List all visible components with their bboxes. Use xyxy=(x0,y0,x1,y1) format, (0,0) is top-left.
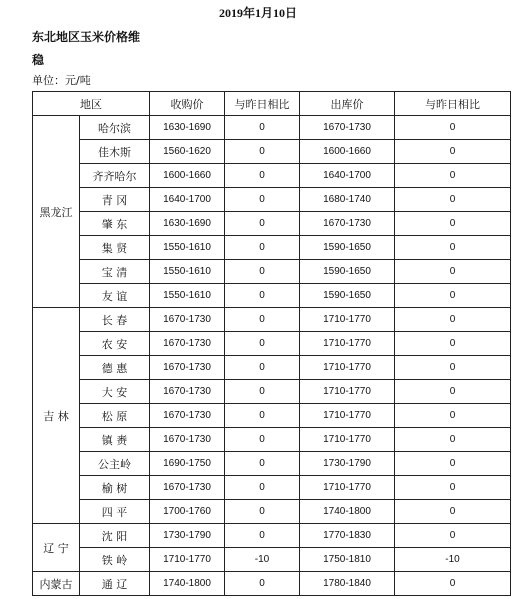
city-cell: 镇 赉 xyxy=(80,428,150,452)
purchase-price-cell: 1550-1610 xyxy=(150,236,225,260)
outbound-change-cell: 0 xyxy=(395,332,511,356)
outbound-change-cell: 0 xyxy=(395,500,511,524)
report-title-continued: 稳 xyxy=(32,53,45,67)
outbound-price-cell: 1590-1650 xyxy=(300,284,395,308)
purchase-change-cell: 0 xyxy=(225,236,300,260)
purchase-change-cell: 0 xyxy=(225,260,300,284)
city-cell: 齐齐哈尔 xyxy=(80,164,150,188)
outbound-change-cell: 0 xyxy=(395,188,511,212)
purchase-change-cell: 0 xyxy=(225,404,300,428)
purchase-price-cell: 1700-1760 xyxy=(150,500,225,524)
purchase-price-cell: 1670-1730 xyxy=(150,380,225,404)
city-cell: 沈 阳 xyxy=(80,524,150,548)
purchase-price-cell: 1630-1690 xyxy=(150,212,225,236)
city-cell: 通 辽 xyxy=(80,572,150,596)
purchase-price-cell: 1670-1730 xyxy=(150,404,225,428)
purchase-change-cell: 0 xyxy=(225,572,300,596)
purchase-price-cell: 1630-1690 xyxy=(150,116,225,140)
table-row xyxy=(33,212,511,236)
outbound-change-cell: -10 xyxy=(395,548,511,572)
outbound-price-cell: 1600-1660 xyxy=(300,140,395,164)
city-cell: 肇 东 xyxy=(80,212,150,236)
purchase-change-cell: 0 xyxy=(225,164,300,188)
outbound-price-cell: 1710-1770 xyxy=(300,476,395,500)
city-cell: 哈尔滨 xyxy=(80,116,150,140)
outbound-price-cell: 1670-1730 xyxy=(300,212,395,236)
outbound-price-cell: 1640-1700 xyxy=(300,164,395,188)
purchase-change-cell: 0 xyxy=(225,332,300,356)
outbound-price-cell: 1590-1650 xyxy=(300,260,395,284)
table-row xyxy=(33,524,511,548)
purchase-change-cell: 0 xyxy=(225,140,300,164)
outbound-price-cell: 1590-1650 xyxy=(300,236,395,260)
purchase-price-cell: 1600-1660 xyxy=(150,164,225,188)
city-cell: 大 安 xyxy=(80,380,150,404)
city-cell: 榆 树 xyxy=(80,476,150,500)
outbound-price-cell: 1740-1800 xyxy=(300,500,395,524)
region-cell: 黑龙江 xyxy=(33,116,80,308)
table-row xyxy=(33,428,511,452)
purchase-change-cell: 0 xyxy=(225,524,300,548)
outbound-price-cell: 1710-1770 xyxy=(300,404,395,428)
table-header-row xyxy=(33,92,511,116)
outbound-change-cell: 0 xyxy=(395,452,511,476)
table-row xyxy=(33,140,511,164)
purchase-price-cell: 1670-1730 xyxy=(150,332,225,356)
header-purchase-change: 与昨日相比 xyxy=(225,92,300,116)
table-row xyxy=(33,356,511,380)
outbound-price-cell: 1710-1770 xyxy=(300,308,395,332)
city-cell: 四 平 xyxy=(80,500,150,524)
purchase-price-cell: 1640-1700 xyxy=(150,188,225,212)
report-date: 2019年1月10日 xyxy=(218,6,297,20)
outbound-change-cell: 0 xyxy=(395,212,511,236)
table-row xyxy=(33,452,511,476)
outbound-price-cell: 1710-1770 xyxy=(300,380,395,404)
purchase-price-cell: 1670-1730 xyxy=(150,308,225,332)
purchase-change-cell: 0 xyxy=(225,212,300,236)
outbound-change-cell: 0 xyxy=(395,428,511,452)
city-cell: 集 贤 xyxy=(80,236,150,260)
outbound-change-cell: 0 xyxy=(395,164,511,188)
outbound-price-cell: 1730-1790 xyxy=(300,452,395,476)
city-cell: 农 安 xyxy=(80,332,150,356)
outbound-change-cell: 0 xyxy=(395,356,511,380)
table-row xyxy=(33,572,511,596)
purchase-price-cell: 1550-1610 xyxy=(150,284,225,308)
outbound-change-cell: 0 xyxy=(395,476,511,500)
table-row xyxy=(33,308,511,332)
table-body xyxy=(33,116,511,596)
region-cell: 吉 林 xyxy=(33,308,80,524)
unit-label: 单位：元/吨 xyxy=(32,74,91,87)
outbound-change-cell: 0 xyxy=(395,116,511,140)
corn-price-table xyxy=(32,91,511,596)
city-cell: 宝 清 xyxy=(80,260,150,284)
purchase-price-cell: 1670-1730 xyxy=(150,428,225,452)
outbound-price-cell: 1750-1810 xyxy=(300,548,395,572)
city-cell: 长 春 xyxy=(80,308,150,332)
purchase-price-cell: 1560-1620 xyxy=(150,140,225,164)
purchase-price-cell: 1710-1770 xyxy=(150,548,225,572)
outbound-price-cell: 1710-1770 xyxy=(300,356,395,380)
city-cell: 佳木斯 xyxy=(80,140,150,164)
table-row xyxy=(33,404,511,428)
table-row xyxy=(33,284,511,308)
city-cell: 友 谊 xyxy=(80,284,150,308)
purchase-change-cell: 0 xyxy=(225,452,300,476)
region-cell: 内蒙古 xyxy=(33,572,80,596)
outbound-change-cell: 0 xyxy=(395,572,511,596)
city-cell: 公主岭 xyxy=(80,452,150,476)
purchase-change-cell: -10 xyxy=(225,548,300,572)
purchase-change-cell: 0 xyxy=(225,500,300,524)
purchase-price-cell: 1690-1750 xyxy=(150,452,225,476)
report-title: 东北地区玉米价格维 xyxy=(32,30,141,44)
table-row xyxy=(33,476,511,500)
outbound-change-cell: 0 xyxy=(395,308,511,332)
outbound-change-cell: 0 xyxy=(395,404,511,428)
purchase-price-cell: 1740-1800 xyxy=(150,572,225,596)
outbound-change-cell: 0 xyxy=(395,140,511,164)
table-row xyxy=(33,332,511,356)
header-outbound-price: 出库价 xyxy=(300,92,395,116)
purchase-change-cell: 0 xyxy=(225,380,300,404)
city-cell: 青 冈 xyxy=(80,188,150,212)
city-cell: 松 原 xyxy=(80,404,150,428)
outbound-price-cell: 1770-1830 xyxy=(300,524,395,548)
outbound-price-cell: 1710-1770 xyxy=(300,332,395,356)
purchase-change-cell: 0 xyxy=(225,356,300,380)
outbound-change-cell: 0 xyxy=(395,380,511,404)
table-row xyxy=(33,260,511,284)
header-outbound-change: 与昨日相比 xyxy=(395,92,511,116)
outbound-price-cell: 1710-1770 xyxy=(300,428,395,452)
purchase-change-cell: 0 xyxy=(225,476,300,500)
city-cell: 德 惠 xyxy=(80,356,150,380)
table-row xyxy=(33,116,511,140)
purchase-change-cell: 0 xyxy=(225,308,300,332)
header-region: 地区 xyxy=(33,92,150,116)
purchase-change-cell: 0 xyxy=(225,188,300,212)
header-purchase-price: 收购价 xyxy=(150,92,225,116)
table-row xyxy=(33,164,511,188)
purchase-change-cell: 0 xyxy=(225,116,300,140)
table-row xyxy=(33,380,511,404)
outbound-price-cell: 1780-1840 xyxy=(300,572,395,596)
outbound-price-cell: 1670-1730 xyxy=(300,116,395,140)
outbound-price-cell: 1680-1740 xyxy=(300,188,395,212)
city-cell: 铁 岭 xyxy=(80,548,150,572)
table-row xyxy=(33,188,511,212)
purchase-change-cell: 0 xyxy=(225,284,300,308)
purchase-price-cell: 1670-1730 xyxy=(150,356,225,380)
purchase-price-cell: 1670-1730 xyxy=(150,476,225,500)
outbound-change-cell: 0 xyxy=(395,236,511,260)
region-cell: 辽 宁 xyxy=(33,524,80,572)
outbound-change-cell: 0 xyxy=(395,524,511,548)
table-row xyxy=(33,236,511,260)
purchase-change-cell: 0 xyxy=(225,428,300,452)
table-row xyxy=(33,548,511,572)
purchase-price-cell: 1550-1610 xyxy=(150,260,225,284)
purchase-price-cell: 1730-1790 xyxy=(150,524,225,548)
outbound-change-cell: 0 xyxy=(395,260,511,284)
table-row xyxy=(33,500,511,524)
outbound-change-cell: 0 xyxy=(395,284,511,308)
